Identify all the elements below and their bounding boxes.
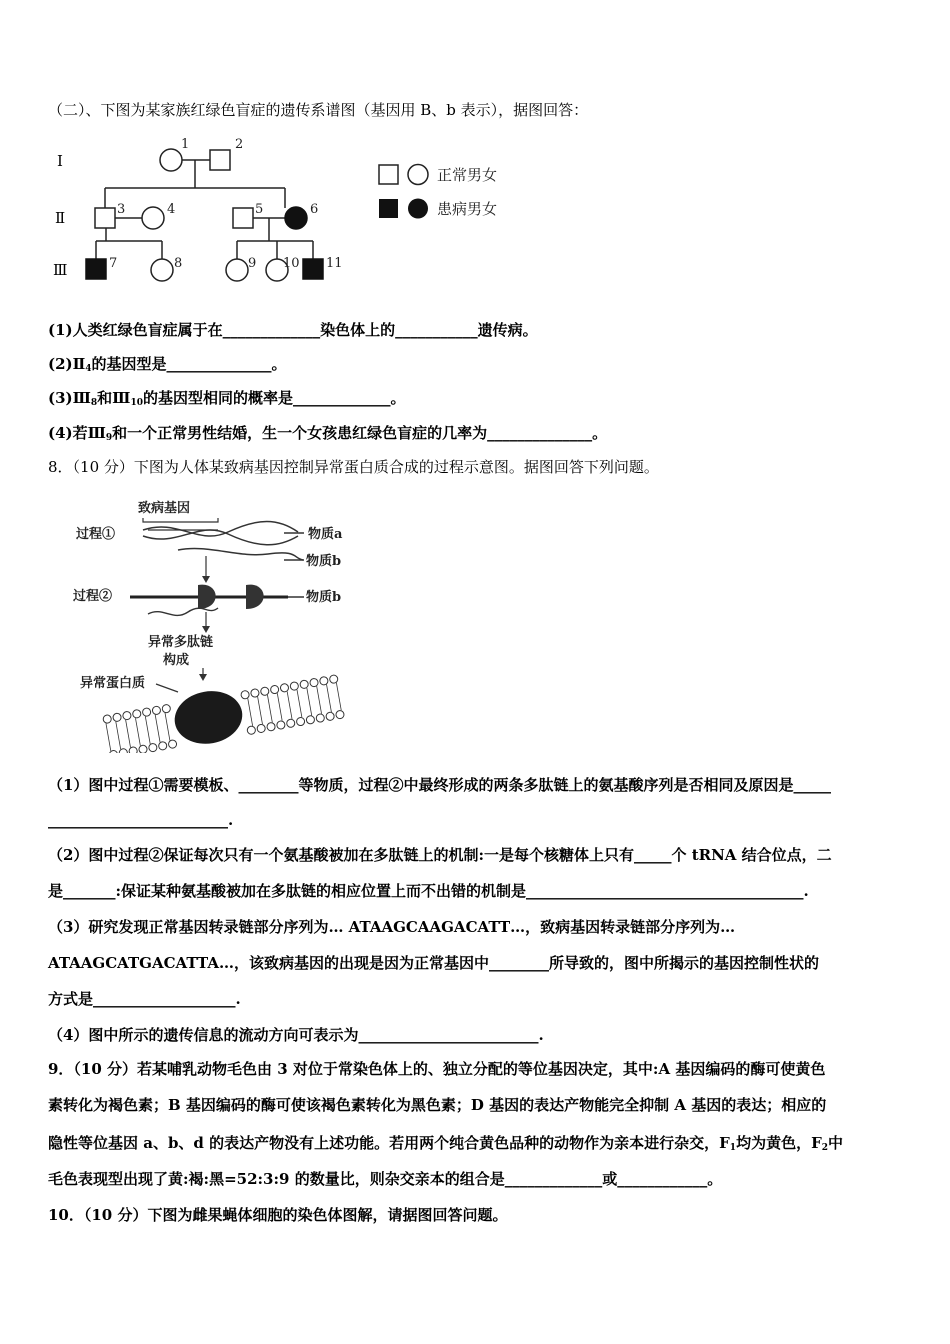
substance-b-label-2: 物质b: [306, 590, 342, 605]
pedigree-legend: [375, 160, 535, 225]
q8-p4: （4）图中所示的遗传信息的流动方向可表示为________________________.: [48, 1026, 544, 1044]
peptide-chain: [148, 608, 218, 615]
arrow-down-icon: [199, 674, 207, 681]
individual-1-normal-female: [160, 149, 182, 171]
legend-affected-female: [408, 199, 428, 219]
generation-label-III: Ⅲ: [53, 261, 68, 279]
q8-p3-line3: 方式是___________________.: [48, 990, 241, 1008]
legend-affected-male: [379, 199, 398, 218]
compose-label: 构成: [163, 653, 190, 668]
individual-3-normal-male: [95, 208, 115, 228]
label-5: 5: [255, 202, 264, 217]
dna-strand-2: [143, 530, 298, 545]
individual-7-affected-male: [86, 259, 106, 279]
legend-normal-label: 正常男女: [437, 166, 498, 184]
q8-p2-line2: 是_______:保证某种氨基酸被加在多肽链的相应位置上而不出错的机制是_____________________________________.: [48, 882, 809, 900]
q8-p1-line1: （1）图中过程①需要模板、________等物质，过程②中最终形成的两条多肽链上的氨基酸序列是否相同及原因是_____: [48, 776, 831, 794]
label-10: 10: [283, 256, 300, 271]
ribosome-icon-1: [198, 585, 216, 609]
individual-8-normal-female: [151, 259, 173, 281]
mrna-strand: [178, 548, 303, 560]
process2-label: 过程②: [73, 589, 113, 604]
section2-q1: (1)人类红绿色盲症属于在_____________染色体上的___________遗传病。: [48, 321, 538, 339]
legend-normal-female: [408, 165, 428, 185]
label-11: 11: [326, 256, 343, 271]
individual-9-normal-female: [226, 259, 248, 281]
q8-heading: 8．（10 分）下图为人体某致病基因控制异常蛋白质合成的过程示意图。据图回答下列问题。: [48, 458, 659, 476]
abnormal-peptide-label: 异常多肽链: [148, 635, 214, 650]
q8-p3-line2: ATAAGCATGACATTA…，该致病基因的出现是因为正常基因中________所导致的，图中所揭示的基因控制性状的: [48, 954, 819, 972]
label-1: 1: [181, 137, 190, 152]
label-8: 8: [174, 256, 183, 271]
abnormal-protein-label: 异常蛋白质: [80, 676, 146, 691]
substance-a-label: 物质a: [308, 527, 343, 542]
q10-heading: 10．（10 分）下图为雌果蝇体细胞的染色体图解，请据图回答问题。: [48, 1206, 508, 1224]
section2-heading: （二）、下图为某家族红绿色盲症的遗传系谱图（基因用 B、b 表示），据图回答：: [48, 101, 589, 119]
individual-4-normal-female: [142, 207, 164, 229]
abnormal-protein-icon: [170, 686, 246, 749]
label-3: 3: [117, 202, 126, 217]
q8-p3-line1: （3）研究发现正常基因转录链部分序列为… ATAAGCAAGACATT…，致病基因转录链部分序列为…: [48, 918, 736, 936]
pedigree-chart: [45, 133, 345, 293]
section2-q3: $(3)Ⅲ_8$和$Ⅲ_{10}$的基因型相同的概率是_____________。: [48, 389, 406, 408]
q8-p1-line2: ________________________.: [48, 811, 234, 829]
q9-line3: 隐性等位基因 a、b、d 的表达产物没有上述功能。若用两个纯合黄色品种的动物作为亲本进行杂交，$F_1$均为黄色，$F_2$中: [48, 1134, 843, 1153]
legend-affected-label: 患病男女: [437, 200, 498, 218]
substance-b-label-1: 物质b: [306, 554, 342, 569]
arrow-down-icon: [202, 576, 210, 583]
generation-label-I: Ⅰ: [57, 152, 63, 170]
individual-6-affected-female: [285, 207, 307, 229]
individual-11-affected-male: [303, 259, 323, 279]
gene-expression-diagram: [48, 488, 358, 753]
label-6: 6: [310, 202, 319, 217]
generation-label-II: Ⅱ: [55, 209, 66, 227]
label-2: 2: [235, 137, 244, 152]
process1-label: 过程①: [76, 527, 116, 542]
q8-p2-line1: （2）图中过程②保证每次只有一个氨基酸被加在多肽链上的机制:一是每个核糖体上只有_____个 tRNA 结合位点，二: [48, 846, 832, 864]
section2-q2: $(2)Ⅱ_4$的基因型是______________。: [48, 355, 287, 374]
label-9: 9: [248, 256, 257, 271]
label-7: 7: [109, 256, 118, 271]
section2-q4: (4)若$Ⅲ_9$和一个正常男性结婚，生一个女孩患红绿色盲症的几率为______________。: [48, 424, 608, 443]
q9-line4: 毛色表现型出现了黄:褐:黑=52:3:9 的数量比，则杂交亲本的组合是_____________或____________。: [48, 1170, 723, 1188]
arrow-down-icon: [202, 626, 210, 633]
q9-line2: 素转化为褐色素；B 基因编码的酶可使该褐色素转化为黑色素；D 基因的表达产物能完全抑制 A 基因的表达；相应的: [48, 1096, 827, 1114]
ribosome-icon-2: [246, 585, 264, 609]
individual-2-normal-male: [210, 150, 230, 170]
label-4: 4: [167, 202, 176, 217]
legend-normal-male: [379, 165, 398, 184]
individual-5-normal-male: [233, 208, 253, 228]
q9-line1: 9．（10 分）若某哺乳动物毛色由 3 对位于常染色体上的、独立分配的等位基因决定，其中:A 基因编码的酶可使黄色: [48, 1060, 826, 1078]
gene-label: 致病基因: [138, 501, 191, 516]
dna-strand-1: [143, 522, 298, 537]
